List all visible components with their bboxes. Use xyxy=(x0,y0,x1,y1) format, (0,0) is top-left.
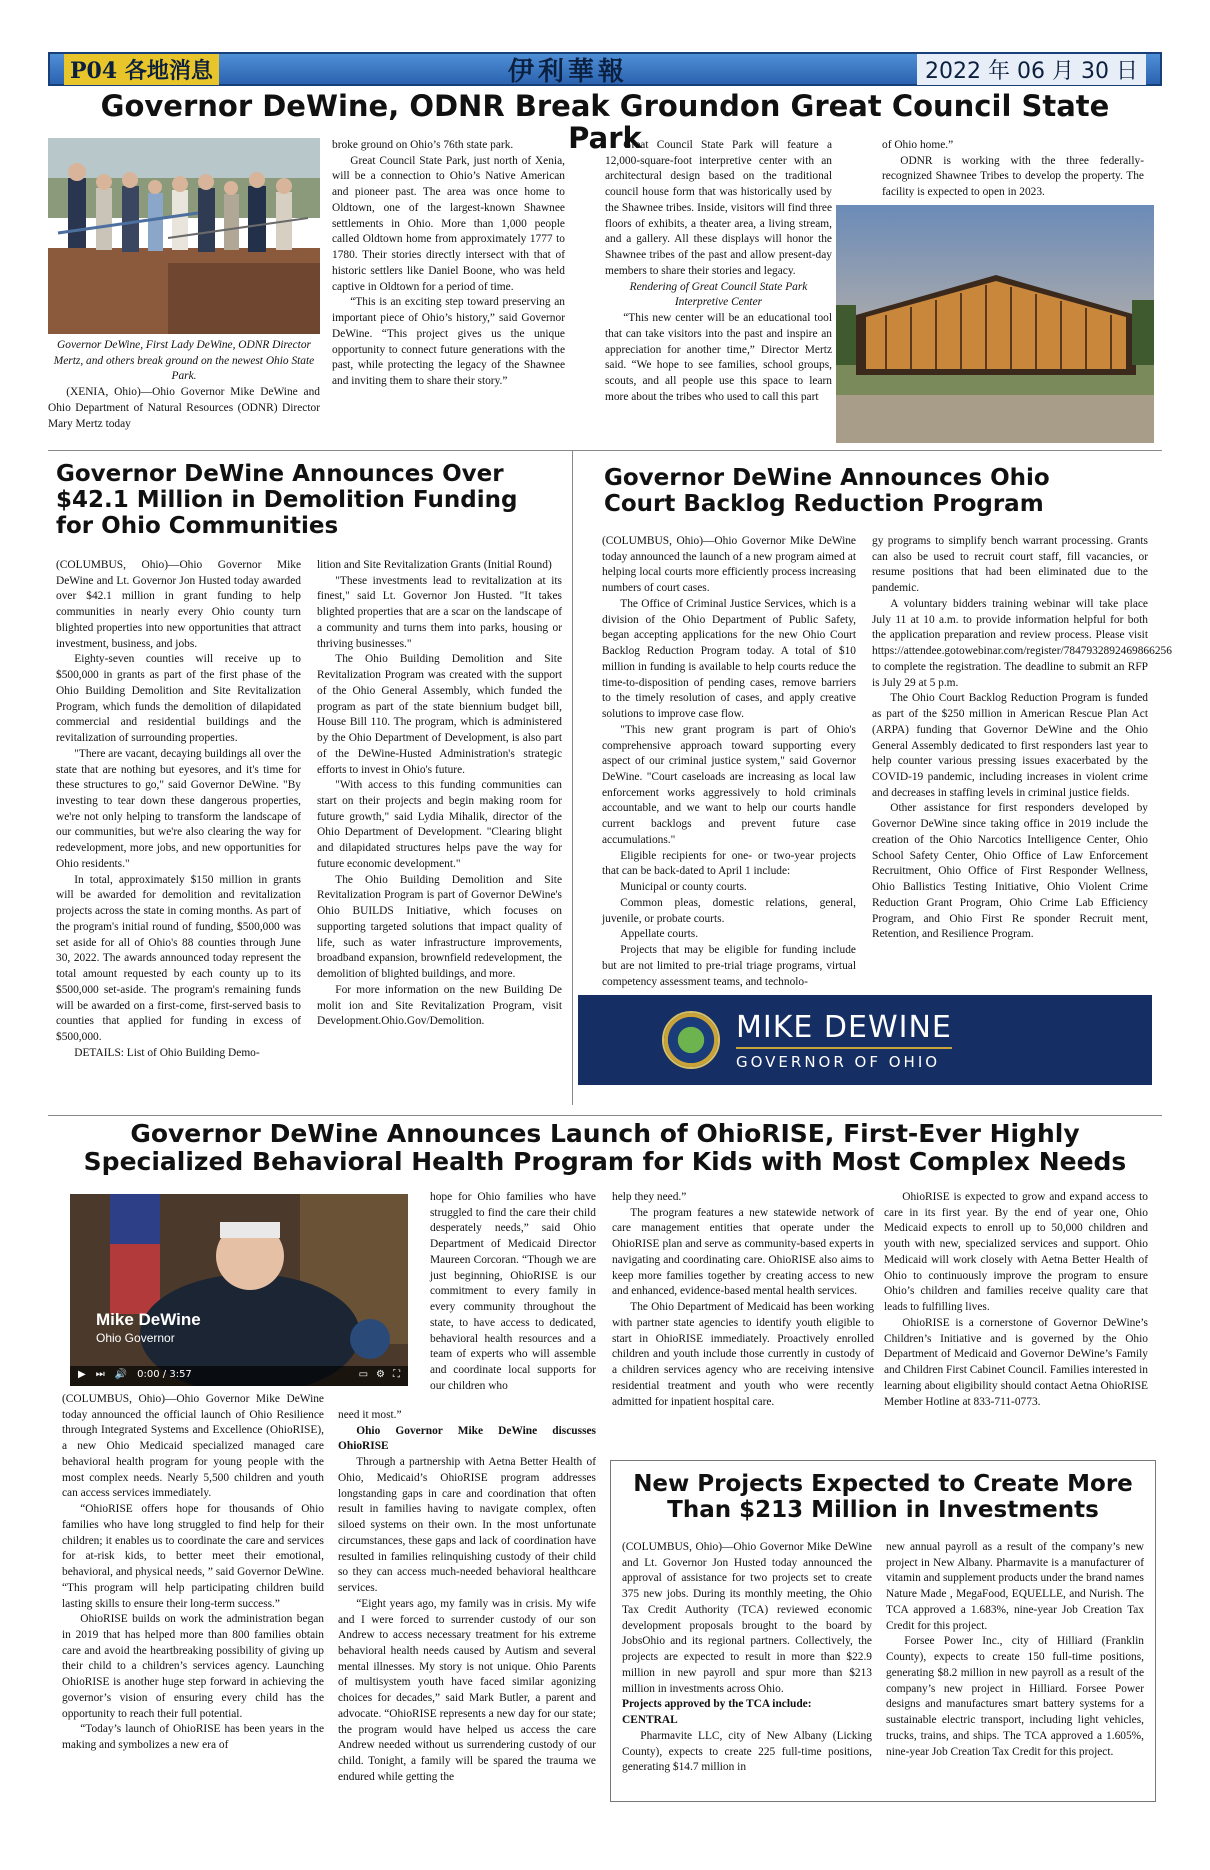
article1-headline: Governor DeWine, ODNR Break Groundon Great Council State Park xyxy=(100,89,1110,156)
article1-para: broke ground on Ohio’s 76th state park. xyxy=(332,139,514,151)
article1-para: “This new center will be an educational tool that can take visitors into the past and inspire an appreciation for another time,” Director Mertz said. “We hope to see families, school groups, scouts, and all people use this space to learn more about the tribes who used to call this part xyxy=(605,312,832,403)
next-icon[interactable]: ⏭ xyxy=(95,1369,105,1380)
article5-para: Pharmavite LLC, city of New Albany (Licking County), expects to create 225 full-time positions, generating $14.7 million in xyxy=(622,1729,872,1774)
fullscreen-icon[interactable]: ⛶ xyxy=(393,1369,400,1380)
masthead xyxy=(48,52,1162,86)
article4-col1 xyxy=(62,1392,324,1754)
article5-region: CENTRAL xyxy=(622,1714,678,1727)
row-divider xyxy=(48,1115,1162,1116)
article3-para: Appellate courts. xyxy=(620,928,699,941)
settings-icon[interactable]: ⚙ xyxy=(376,1369,385,1380)
article3-para: The Office of Criminal Justice Services, which is a division of the Ohio Department of Public Safety, began accepting applications for the new Ohio Court Backlog Reduction Program today. A total of $10 million in funding is available to help courts reduce the time-to-disposition of pending cases, remove barriers to the timely resolution of cases, and apply creative solutions to improve case flow. xyxy=(602,597,856,721)
article2-para: In total, approximately $150 million in grants will be awarded for demolition and revitalization projects across the state in coming months. As part of the program's initial round of funding, $500,000 was set aside for all of Ohio's 88 counties through June 30, 2022. The awards announced today represent the total amount requested by each county up to its $500,000 set-aside. The program's remaining funds will be awarded on a first-come, first-served basis to counties that applied for funding in excess of $500,000. xyxy=(56,873,301,1044)
article2-para: "There are vacant, decaying buildings all over the state that are nothing but eyesores, and it's time for these structures to go," said Governor DeWine. "By investing to tear down these dangerous properties, we're not only helping to transform the landscape of our communities, but we're also clearing the way for redevelopment, more jobs, and new opportunities for Ohio residents." xyxy=(56,747,301,870)
article4-col4 xyxy=(884,1190,1148,1410)
article4-para: “Today’s launch of OhioRISE has been years in the making and symbolizes a new era of xyxy=(62,1723,324,1752)
rendering-image xyxy=(836,205,1154,443)
article2-para: The Ohio Building Demolition and Site Revitalization Program is part of Governor DeWine's Ohio BUILDS Initiative, which focuses on supporting targeted solutions that impact quality of life, such as water infrastructure improvements, broadband expansion, brownfield redevelopment, the demolition of blighted buildings, and more. xyxy=(317,873,562,981)
article1-para: “This is an exciting step toward preserving an important piece of Ohio’s history,” said Governor DeWine. “This project gives us the unique opportunity to connect future generations with the past, while protecting the legacy of the Shawnee and inviting them to share their story.” xyxy=(332,296,565,388)
article1-col3 xyxy=(605,138,832,405)
article3-para: gy programs to simplify bench warrant processing. Grants can also be used to recruit court staff, fill vacancies, or resume positions that had been eliminated due to the pandemic. xyxy=(872,535,1148,595)
article1-col2 xyxy=(332,138,565,390)
article4-headline xyxy=(48,1120,1162,1176)
article1-para: of Ohio home.” xyxy=(882,139,954,151)
article1-para: ODNR is working with the three federally-recognized Shawnee Tribes to develop the property. The facility is expected to open in 2023. xyxy=(882,154,1144,199)
ohio-seal-icon xyxy=(662,1011,720,1069)
video-caption: Ohio Governor Mike DeWine discusses OhioRISE xyxy=(338,1424,596,1453)
article1-para: Great Council State Park will feature a 12,000-square-foot interpretive center with an architectural design based on the traditional council house form that was historically used by the Shawnee tribes. Inside, visitors will find three floors of exhibits, a theater area, a living stream, and a gallery. All these displays will honor the Shawnee tribes of the past and allow present-day members to share their stories and legacy. xyxy=(605,139,832,277)
article4-para: The program features a new statewide network of care management entities that operate under the OhioRISE plan and serve as community-based experts in navigating and coordinating care. OhioRISE also aims to keep more families together by creating access to new and enhanced, evidence-based mental health services. xyxy=(612,1206,874,1298)
article5-para: new annual payroll as a result of the company’s new project in New Albany. Pharmavite is a manufacturer of vitamin and supplement products under the brand names Nature Made , MegaFood, EQUELLE, and Nurish. The TCA approved a 1.683%, nine-year Job Creation Tax Credit for this project. xyxy=(886,1541,1144,1632)
article2-para: DETAILS: List of Ohio Building Demo- xyxy=(74,1046,260,1059)
article2-col2 xyxy=(317,558,562,1030)
article5-headline: New Projects Expected to Create More Than $213 Million in Investments xyxy=(633,1471,1133,1523)
article4-para: need it most.” xyxy=(338,1409,402,1421)
article3-para: "This new grant program is part of Ohio's comprehensive approach toward supporting every aspect of our criminal justice system," said Governor DeWine. "Court caseloads are increasing as local law enforcement works aggressively to hold criminals accountable, and we want to help our courts handle current backlogs and prevent future case accumulations." xyxy=(602,723,856,846)
article3-para: (COLUMBUS, Ohio)—Ohio Governor Mike DeWine today announced the launch of a new program aimed at helping local courts more efficiently process increasing numbers of court cases. xyxy=(602,535,856,595)
column-divider xyxy=(572,450,573,1105)
article5-col2 xyxy=(886,1540,1144,1760)
video-controls xyxy=(78,1369,192,1380)
video-title-label: Ohio Governor xyxy=(96,1331,175,1345)
article2-para: (COLUMBUS, Ohio)—Ohio Governor Mike DeWine and Lt. Governor Jon Husted today awarded over $42.1 million in grant funding to help communities in nearly every Ohio county turn blighted properties into new opportunities that attract investment, business, and jobs. xyxy=(56,559,301,650)
video-name-label: Mike DeWine xyxy=(96,1310,201,1329)
article2-col1 xyxy=(56,558,301,1062)
article1-para: Great Council State Park, just north of Xenia, will be a connection to Ohio’s Native American and pioneer past. The area was once home to Oldtown, one of the largest-known Shawnee settlements in Ohio. More than 1,000 people called Oldtown home from approximately 1777 to 1780. Their stories directly intersect with that of historic settlers like Daniel Boone, who was held captive in Oldtown for a period of time. xyxy=(332,154,565,293)
article1-para: (XENIA, Ohio)—Ohio Governor Mike DeWine and Ohio Department of Natural Resources (ODNR) Director Mary Mertz today xyxy=(48,386,320,430)
article4-col3 xyxy=(612,1190,874,1410)
article4-para: OhioRISE builds on work the administration began in 2019 that has helped more than 800 families obtain care and avoid the heartbreaking possibility of giving up their child to a children’s services agency. Launching OhioRISE is another huge step forward in achieving the governor’s vision of ensuring every child has the opportunity to reach their full potential. xyxy=(62,1613,324,1720)
video-time: 0:00 / 3:57 xyxy=(137,1369,192,1380)
article4-para: The Ohio Department of Medicaid has been working with partner state agencies to identify youth eligible to start in OhioRISE immediately. Proactively enrolled children and youth include those currently in custody of a children services agency who are receiving intensive residential treatment and youth who were recently admitted for inpatient hospital care. xyxy=(612,1301,874,1408)
article1-col4 xyxy=(882,138,1144,201)
banner-title: GOVERNOR OF OHIO xyxy=(736,1052,941,1071)
photo-caption: Governor DeWine, First Lady DeWine, ODNR Director Mertz, and others break ground on the newest Ohio State Park. xyxy=(53,339,315,383)
article3-para: Eligible recipients for one- or two-year projects that can be back-dated to April 1 include: xyxy=(602,849,856,878)
article2-para: Eighty-seven counties will receive up to $500,000 in grants as part of the first phase of the Ohio Building Demolition and Site Revitalization Program, which funds the demolition of dilapidated commercial and residential buildings and the revitalization of surrounding properties. xyxy=(56,653,301,745)
article4-para: “OhioRISE offers hope for thousands of Ohio families who have long struggled to find help for their children; it enables us to coordinate the care and services for at-risk kids, to better meet their emotional, behavioral, and physical needs, ” said Governor DeWine. “This program will help participating children build lasting skills to ensure their long-term success.” xyxy=(62,1503,324,1610)
article4-headline-line2: Specialized Behavioral Health Program for Kids with Most Complex Needs xyxy=(83,1147,1127,1176)
banner-name: MIKE DEWINE xyxy=(736,1009,952,1045)
groundbreaking-photo xyxy=(48,138,320,334)
article4-para: help they need.” xyxy=(612,1191,687,1203)
governor-banner xyxy=(578,995,1152,1085)
article3-col1 xyxy=(602,534,856,990)
article5-col1 xyxy=(622,1540,872,1776)
issue-date: 2022 年 06 月 30 日 xyxy=(917,54,1146,85)
article3-para: The Ohio Court Backlog Reduction Program is funded as part of the $250 million in American Rescue Plan Act (ARPA) funding that Governor DeWine and the Ohio General Assembly dedicated to first responders last year to help counter various pressing issues exacerbated by the COVID-19 pandemic, including increases in violent crime and decreases in staffing levels in criminal justice fields. xyxy=(872,692,1148,799)
article2-para: lition and Site Revitalization Grants (Initial Round) xyxy=(317,559,552,571)
play-icon[interactable]: ▶ xyxy=(78,1369,86,1380)
video-player[interactable] xyxy=(70,1194,408,1386)
article2-para: For more information on the new Building De molit ion and Site Revitalization Program, visit Development.Ohio.Gov/Demolition. xyxy=(317,983,562,1028)
article2-headline: Governor DeWine Announces Over $42.1 Million in Demolition Funding for Ohio Communities xyxy=(56,461,518,539)
article3-para: Municipal or county courts. xyxy=(620,881,747,894)
article4-col2b xyxy=(338,1408,596,1786)
volume-icon[interactable]: 🔊 xyxy=(114,1369,128,1380)
article4-col2a xyxy=(430,1190,596,1395)
article3-col2 xyxy=(872,534,1172,943)
article4-para: OhioRISE is a cornerstone of Governor DeWine’s Children’s Initiative and is governed by the Ohio Department of Medicaid and Governor DeWine’s Family and Children First Cabinet Council. Families interested in learning about eligibility should contact Aetna OhioRISE Member Hotline at 833-711-0773. xyxy=(884,1316,1148,1408)
row-divider xyxy=(48,450,1162,451)
interpretive-center-rendering xyxy=(836,205,1154,443)
video-controls-right xyxy=(359,1369,400,1380)
article4-para: hope for Ohio families who have struggled to find the care their child desperately needs,” said Ohio Department of Medicaid Director Maureen Corcoran. “Though we are just beginning, OhioRISE is our commitment to every family in every community throughout the state, to have access to dedicated, behavioral health resources and a team of experts who will assemble and coordinate local supports for our children who xyxy=(430,1191,596,1392)
rendering-caption: Rendering of Great Council State Park Interpretive Center xyxy=(629,280,808,309)
article3-para: A voluntary bidders training webinar will take place July 11 at 10 a.m. to provide information helpful for both the application preparation and review process. Please visit https://attendee.gotowebinar.com/register/7847932892469866256 to complete the registration. The deadline to submit an RFP is July 29 at 5 p.m. xyxy=(872,597,1172,689)
article5-para: (COLUMBUS, Ohio)—Ohio Governor Mike DeWine and Lt. Governor Jon Husted today announced the approval of assistance for two projects set to create 375 new jobs. During its monthly meeting, the Ohio Tax Credit Authority (TCA) reviewed economic development proposals brought to the board by JobsOhio and its regional partners. Collectively, the projects are expected to result in more than $22.9 million in new payroll and spur more than $213 million in investments across Ohio. xyxy=(622,1541,872,1695)
subtitles-icon[interactable]: ▭ xyxy=(358,1369,369,1380)
article4-para: “Eight years ago, my family was in crisis. My wife and I were forced to surrender custody of our son Andrew to access necessary treatment for his extreme behavioral health needs caused by Autism and several mental illnesses. My story is not unique. Ohio Parents of multisystem youth have faced similar agonizing choices for decades,” said Mark Butler, a parent and advocate. “OhioRISE represents a new day for our state; the program would have helped us access the care Andrew needed without us surrendering custody of our child. Tonight, a family will be spared the trauma we endured while getting the xyxy=(338,1597,596,1783)
article2-para: "These investments lead to revitalization at its finest," said Lt. Governor Jon Husted. "It takes blighted properties that are a scar on the landscape of a community and turns them into parks, housing or thriving businesses." xyxy=(317,574,562,650)
article5-subhead: Projects approved by the TCA include: xyxy=(622,1698,812,1711)
article3-para: Other assistance for first responders developed by Governor DeWine since taking office in 2019 include the creation of the Ohio Narcotics Intelligence Center, Ohio School Safety Center, Ohio Office of Law Enforcement Recruitment, Ohio Office of First Responder Wellness, Ohio Ballistics Testing Initiative, Ohio Violent Crime Reduction Grant Program, Ohio Crime Lab Efficiency Program, and Ohio First Re sponder Recruit ment, Retention, and Resilience Program. xyxy=(872,802,1148,941)
paper-name: 伊利華報 xyxy=(507,56,628,87)
article2-para: The Ohio Building Demolition and Site Revitalization Program was created with the support of the Ohio General Assembly, which funded the program as part of the state biennium budget bill, House Bill 110. The program, which is administered by the Ohio Department of Development, is also part of the DeWine-Husted Administration's strategic efforts to invest in Ohio's future. xyxy=(317,653,562,776)
article4-headline-line1: Governor DeWine Announces Launch of OhioRISE, First-Ever Highly xyxy=(130,1119,1080,1148)
article3-para: Projects that may be eligible for funding include but are not limited to pre-trial triage programs, virtual competency assessment teams, and technolo- xyxy=(602,944,856,988)
article4-para: (COLUMBUS, Ohio)—Ohio Governor Mike DeWine today announced the official launch of Ohio Resilience through Integrated Systems and Excellence (OhioRISE), a new Ohio Medicaid specialized managed care behavioral health program for young people with the most complex needs. Nearly 5,500 children and youth can access services immediately. xyxy=(62,1393,324,1500)
article3-para: Common pleas, domestic relations, general, juvenile, or probate courts. xyxy=(602,896,856,925)
groundbreaking-photo-image xyxy=(48,138,320,334)
article1-col1 xyxy=(48,338,320,432)
article2-para: "With access to this funding communities can start on their projects and begin making room for future growth," said Lydia Mihalik, director of the Ohio Department of Development. "Clearing blight and dilapidated structures helps pave the way for future economic development." xyxy=(317,779,562,870)
article4-para: OhioRISE is expected to grow and expand access to care in its first year. By the end of year one, Ohio Medicaid expects to enroll up to 50,000 children and youth with new, specialized services and support. Ohio Medicaid will work closely with Aetna Better Health of Ohio to continuously improve the program to ensure Ohio’s children and families receive quality care that leads to fulfilling lives. xyxy=(884,1191,1148,1314)
video-frame xyxy=(70,1194,408,1386)
article4-para: Through a partnership with Aetna Better Health of Ohio, Medicaid’s OhioRISE program addresses longstanding gaps in care and coordination that often result in families having to navigate complex, often siloed systems on their own. In the most unfortunate circumstances, these gaps and lack of coordination have resulted in families relinquishing custody of their child so they can access much-needed behavioral healthcare services. xyxy=(338,1456,596,1595)
section-label: P04 各地消息 xyxy=(64,54,219,85)
article5-para: Forsee Power Inc., city of Hilliard (Franklin County), expects to create 150 full-time positions, generating $8.2 million in new payroll as a result of the company’s new project in Hilliard. Forsee Power designs and manufactures smart battery systems for a sustainable electric transport, including light vehicles, trucks, trains, and ships. The TCA approved a 1.605%, nine-year Job Creation Tax Credit for this project. xyxy=(886,1635,1144,1758)
article3-headline: Governor DeWine Announces Ohio Court Backlog Reduction Program xyxy=(604,465,1050,517)
